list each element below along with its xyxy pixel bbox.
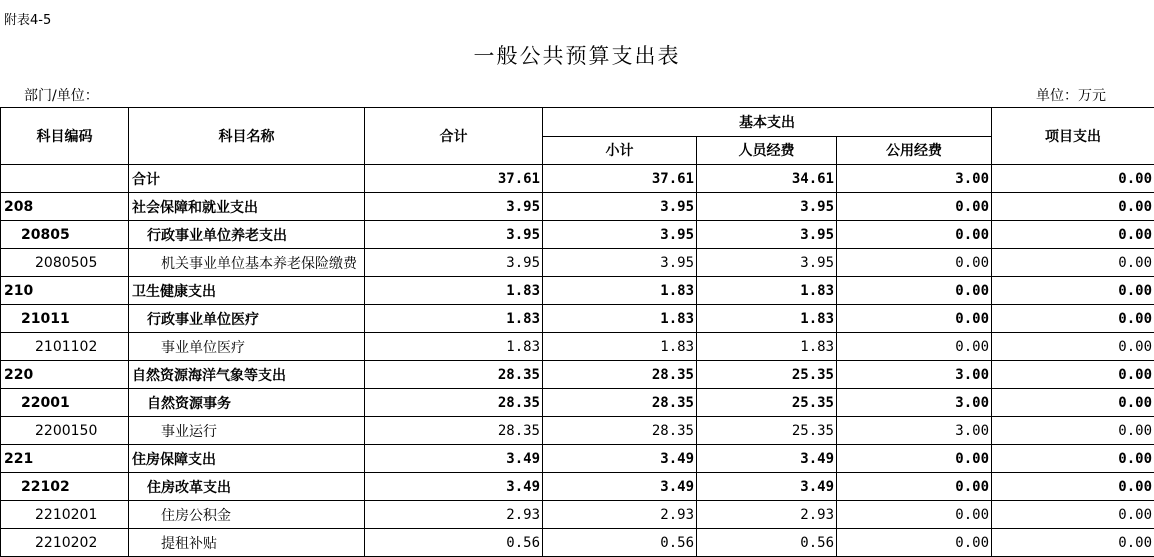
cell-code: 20805 (1, 221, 129, 249)
cell-total: 37.61 (365, 165, 543, 193)
budget-table (0, 107, 1154, 557)
table-row (1, 361, 1154, 389)
cell-public: 0.00 (837, 305, 992, 333)
department-label: 部门/单位： (24, 85, 99, 105)
header-name: 科目名称 (129, 108, 365, 165)
cell-total: 28.35 (365, 361, 543, 389)
cell-total: 3.95 (365, 249, 543, 277)
table-row (1, 333, 1154, 361)
cell-name: 住房保障支出 (129, 445, 365, 473)
header-public: 公用经费 (837, 136, 992, 165)
cell-name: 提租补贴 (129, 529, 365, 557)
cell-public: 0.00 (837, 249, 992, 277)
table-row (1, 445, 1154, 473)
cell-public: 0.00 (837, 221, 992, 249)
header-subtotal: 小计 (543, 136, 697, 165)
cell-project: 0.00 (992, 249, 1154, 277)
cell-subtotal: 3.49 (543, 473, 697, 501)
cell-personnel: 25.35 (697, 389, 837, 417)
cell-code: 221 (1, 445, 129, 473)
cell-personnel: 3.95 (697, 193, 837, 221)
cell-subtotal: 37.61 (543, 165, 697, 193)
cell-personnel: 3.49 (697, 445, 837, 473)
cell-code: 22001 (1, 389, 129, 417)
cell-total: 3.49 (365, 473, 543, 501)
cell-name: 卫生健康支出 (129, 277, 365, 305)
table-row (1, 529, 1154, 557)
table-row (1, 249, 1154, 277)
cell-subtotal: 0.56 (543, 529, 697, 557)
cell-name: 住房改革支出 (129, 473, 365, 501)
cell-personnel: 1.83 (697, 333, 837, 361)
cell-total: 3.95 (365, 193, 543, 221)
cell-personnel: 0.56 (697, 529, 837, 557)
cell-name: 事业单位医疗 (129, 333, 365, 361)
cell-total: 28.35 (365, 389, 543, 417)
cell-subtotal: 3.95 (543, 193, 697, 221)
cell-subtotal: 28.35 (543, 417, 697, 445)
cell-public: 3.00 (837, 389, 992, 417)
table-row (1, 305, 1154, 333)
cell-public: 0.00 (837, 333, 992, 361)
cell-project: 0.00 (992, 305, 1154, 333)
cell-public: 0.00 (837, 473, 992, 501)
cell-project: 0.00 (992, 445, 1154, 473)
cell-subtotal: 2.93 (543, 501, 697, 529)
page-title: 一般公共预算支出表 (0, 40, 1154, 70)
table-row (1, 501, 1154, 529)
cell-subtotal: 28.35 (543, 389, 697, 417)
table-row (1, 221, 1154, 249)
cell-public: 3.00 (837, 361, 992, 389)
cell-personnel: 25.35 (697, 417, 837, 445)
cell-public: 0.00 (837, 529, 992, 557)
cell-subtotal: 1.83 (543, 333, 697, 361)
table-header (1, 108, 1154, 165)
cell-personnel: 1.83 (697, 305, 837, 333)
attachment-label: 附表4-5 (4, 9, 51, 28)
cell-total: 3.95 (365, 221, 543, 249)
header-personnel: 人员经费 (697, 136, 837, 165)
unit-label: 单位：万元 (1036, 85, 1106, 105)
cell-total: 1.83 (365, 305, 543, 333)
header-code: 科目编码 (1, 108, 129, 165)
cell-total: 1.83 (365, 333, 543, 361)
cell-name: 事业运行 (129, 417, 365, 445)
cell-public: 0.00 (837, 277, 992, 305)
cell-project: 0.00 (992, 193, 1154, 221)
cell-project: 0.00 (992, 333, 1154, 361)
table-row (1, 417, 1154, 445)
cell-public: 0.00 (837, 445, 992, 473)
header-project: 项目支出 (992, 108, 1154, 165)
cell-code: 2210201 (1, 501, 129, 529)
cell-total: 3.49 (365, 445, 543, 473)
header-total: 合计 (365, 108, 543, 165)
cell-code: 208 (1, 193, 129, 221)
cell-code: 210 (1, 277, 129, 305)
cell-subtotal: 28.35 (543, 361, 697, 389)
cell-code: 22102 (1, 473, 129, 501)
cell-personnel: 34.61 (697, 165, 837, 193)
cell-name: 自然资源事务 (129, 389, 365, 417)
cell-name: 行政事业单位养老支出 (129, 221, 365, 249)
cell-subtotal: 1.83 (543, 305, 697, 333)
cell-total: 2.93 (365, 501, 543, 529)
cell-public: 3.00 (837, 165, 992, 193)
cell-personnel: 25.35 (697, 361, 837, 389)
cell-total: 28.35 (365, 417, 543, 445)
cell-public: 0.00 (837, 501, 992, 529)
cell-name: 行政事业单位医疗 (129, 305, 365, 333)
table-row (1, 389, 1154, 417)
cell-subtotal: 3.95 (543, 221, 697, 249)
cell-project: 0.00 (992, 417, 1154, 445)
cell-personnel: 1.83 (697, 277, 837, 305)
table-row (1, 193, 1154, 221)
table-body (1, 165, 1154, 557)
cell-code: 2210202 (1, 529, 129, 557)
cell-project: 0.00 (992, 165, 1154, 193)
cell-name: 合计 (129, 165, 365, 193)
table-row (1, 473, 1154, 501)
cell-code: 220 (1, 361, 129, 389)
cell-personnel: 3.95 (697, 249, 837, 277)
cell-project: 0.00 (992, 473, 1154, 501)
cell-code (1, 165, 129, 193)
cell-personnel: 2.93 (697, 501, 837, 529)
cell-project: 0.00 (992, 529, 1154, 557)
cell-project: 0.00 (992, 221, 1154, 249)
cell-personnel: 3.49 (697, 473, 837, 501)
cell-project: 0.00 (992, 361, 1154, 389)
cell-project: 0.00 (992, 501, 1154, 529)
cell-name: 住房公积金 (129, 501, 365, 529)
table-row (1, 165, 1154, 193)
cell-public: 3.00 (837, 417, 992, 445)
cell-project: 0.00 (992, 277, 1154, 305)
cell-code: 21011 (1, 305, 129, 333)
cell-subtotal: 3.95 (543, 249, 697, 277)
cell-code: 2200150 (1, 417, 129, 445)
cell-public: 0.00 (837, 193, 992, 221)
cell-project: 0.00 (992, 389, 1154, 417)
cell-code: 2101102 (1, 333, 129, 361)
cell-personnel: 3.95 (697, 221, 837, 249)
cell-name: 社会保障和就业支出 (129, 193, 365, 221)
cell-subtotal: 1.83 (543, 277, 697, 305)
table-row (1, 277, 1154, 305)
cell-total: 0.56 (365, 529, 543, 557)
cell-total: 1.83 (365, 277, 543, 305)
cell-subtotal: 3.49 (543, 445, 697, 473)
cell-name: 机关事业单位基本养老保险缴费 (129, 249, 365, 277)
cell-name: 自然资源海洋气象等支出 (129, 361, 365, 389)
header-basic: 基本支出 (543, 108, 992, 137)
cell-code: 2080505 (1, 249, 129, 277)
